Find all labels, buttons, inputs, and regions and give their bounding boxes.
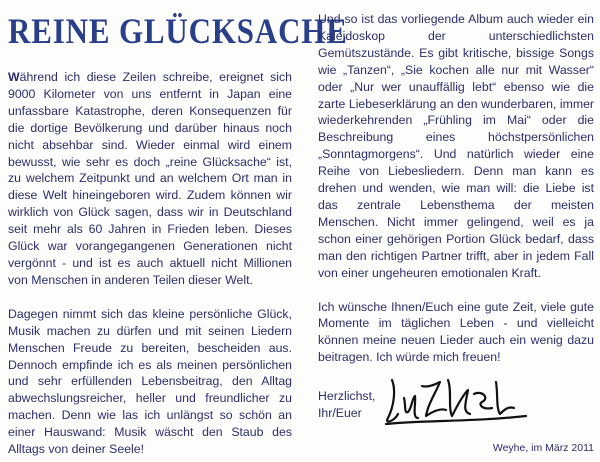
paragraph-wishes: Ich wünsche Ihnen/Euch eine gute Zeit, viele gute Momente im täglichen Leben - und vielleicht können meine neuen Lieder auch ein wenig dazu beitragen. Ich würde mich freuen! (318, 299, 594, 365)
page-title: REINE GLÜCKSACHE (8, 11, 348, 51)
signature-block (318, 368, 594, 438)
handwritten-signature (382, 368, 532, 430)
paragraph-intro-text: ährend ich diese Zeilen schreibe, ereignet sich 9000 Kilometer von uns entfernt in Japan eine unfassbare Katastrophe, deren Konsequenzen für die dortige Bevölkerung und darüber hinaus noch nicht absehbar sind. Wieder einmal wird einem bewusst, wie sehr es doch „reine Glücksache“ ist, zu welchem Zeitpunkt und an welchem Ort man in diese Welt hineingeboren wird. Zudem können wir wirklich von Glück sagen, dass wir in Deutschland seit mehr als 60 Jahren in Frieden leben. Dieses Glück war vorangegangenen Generationen nicht vergönnt - und ist es auch aktuell nicht Millionen von Menschen in anderen Teilen dieser Welt. (8, 70, 292, 287)
paragraph-album: Und so ist das vorliegende Album auch wieder ein Kaleidoskop der unterschiedlichsten Gemütszustände. Es gibt kritische, bissige Songs wie „Tanzen“, „Sie kochen alle nur mit Wasser“ oder „Nur wer unauffällig lebt“ ebenso wie die zarte Liebeserklärung an den wunderbaren, immer wiederkehrenden „Frühling im Mai“ oder die Beschreibung eines höchstpersönlichen „Sonntagmorgens“. Und natürlich wieder eine Reihe von Liebesliedern. Denn man kann es drehen und wenden, wie man will: die Liebe ist das zentrale Lebensthema der meisten Menschen. Nicht immer gelingend, weil es ja schon einer gehörigen Portion Glück bedarf, dass man den richtigen Partner trifft, aber in jedem Fall von einer ungeheuren emotionalen Kraft. (318, 12, 594, 280)
initial-letter: W (8, 70, 20, 84)
dateline: Weyhe, im März 2011 (492, 442, 594, 454)
paragraph-personal-luck: Dagegen nimmt sich das kleine persönliche Glück, Musik machen zu dürfen und mit seinen Liedern Menschen Freude zu bereiten, bescheiden aus. Dennoch empfinde ich es als meinen persönlichen und sehr erfüllenden Lebensbeitrag, den Alltag abwechslungsreicher, heller und freundlicher zu machen. Denn wie las ich unlängst so schön an einer Hauswand: Musik wäscht den Staub des Alltags von deiner Seele! (8, 306, 292, 457)
paragraph-intro (8, 69, 292, 289)
closing-greeting: Herzlichst, (318, 389, 376, 404)
left-column (8, 69, 292, 458)
closing (318, 388, 375, 422)
right-column (318, 11, 594, 438)
closing-signoff: Ihr/Euer (318, 406, 362, 421)
